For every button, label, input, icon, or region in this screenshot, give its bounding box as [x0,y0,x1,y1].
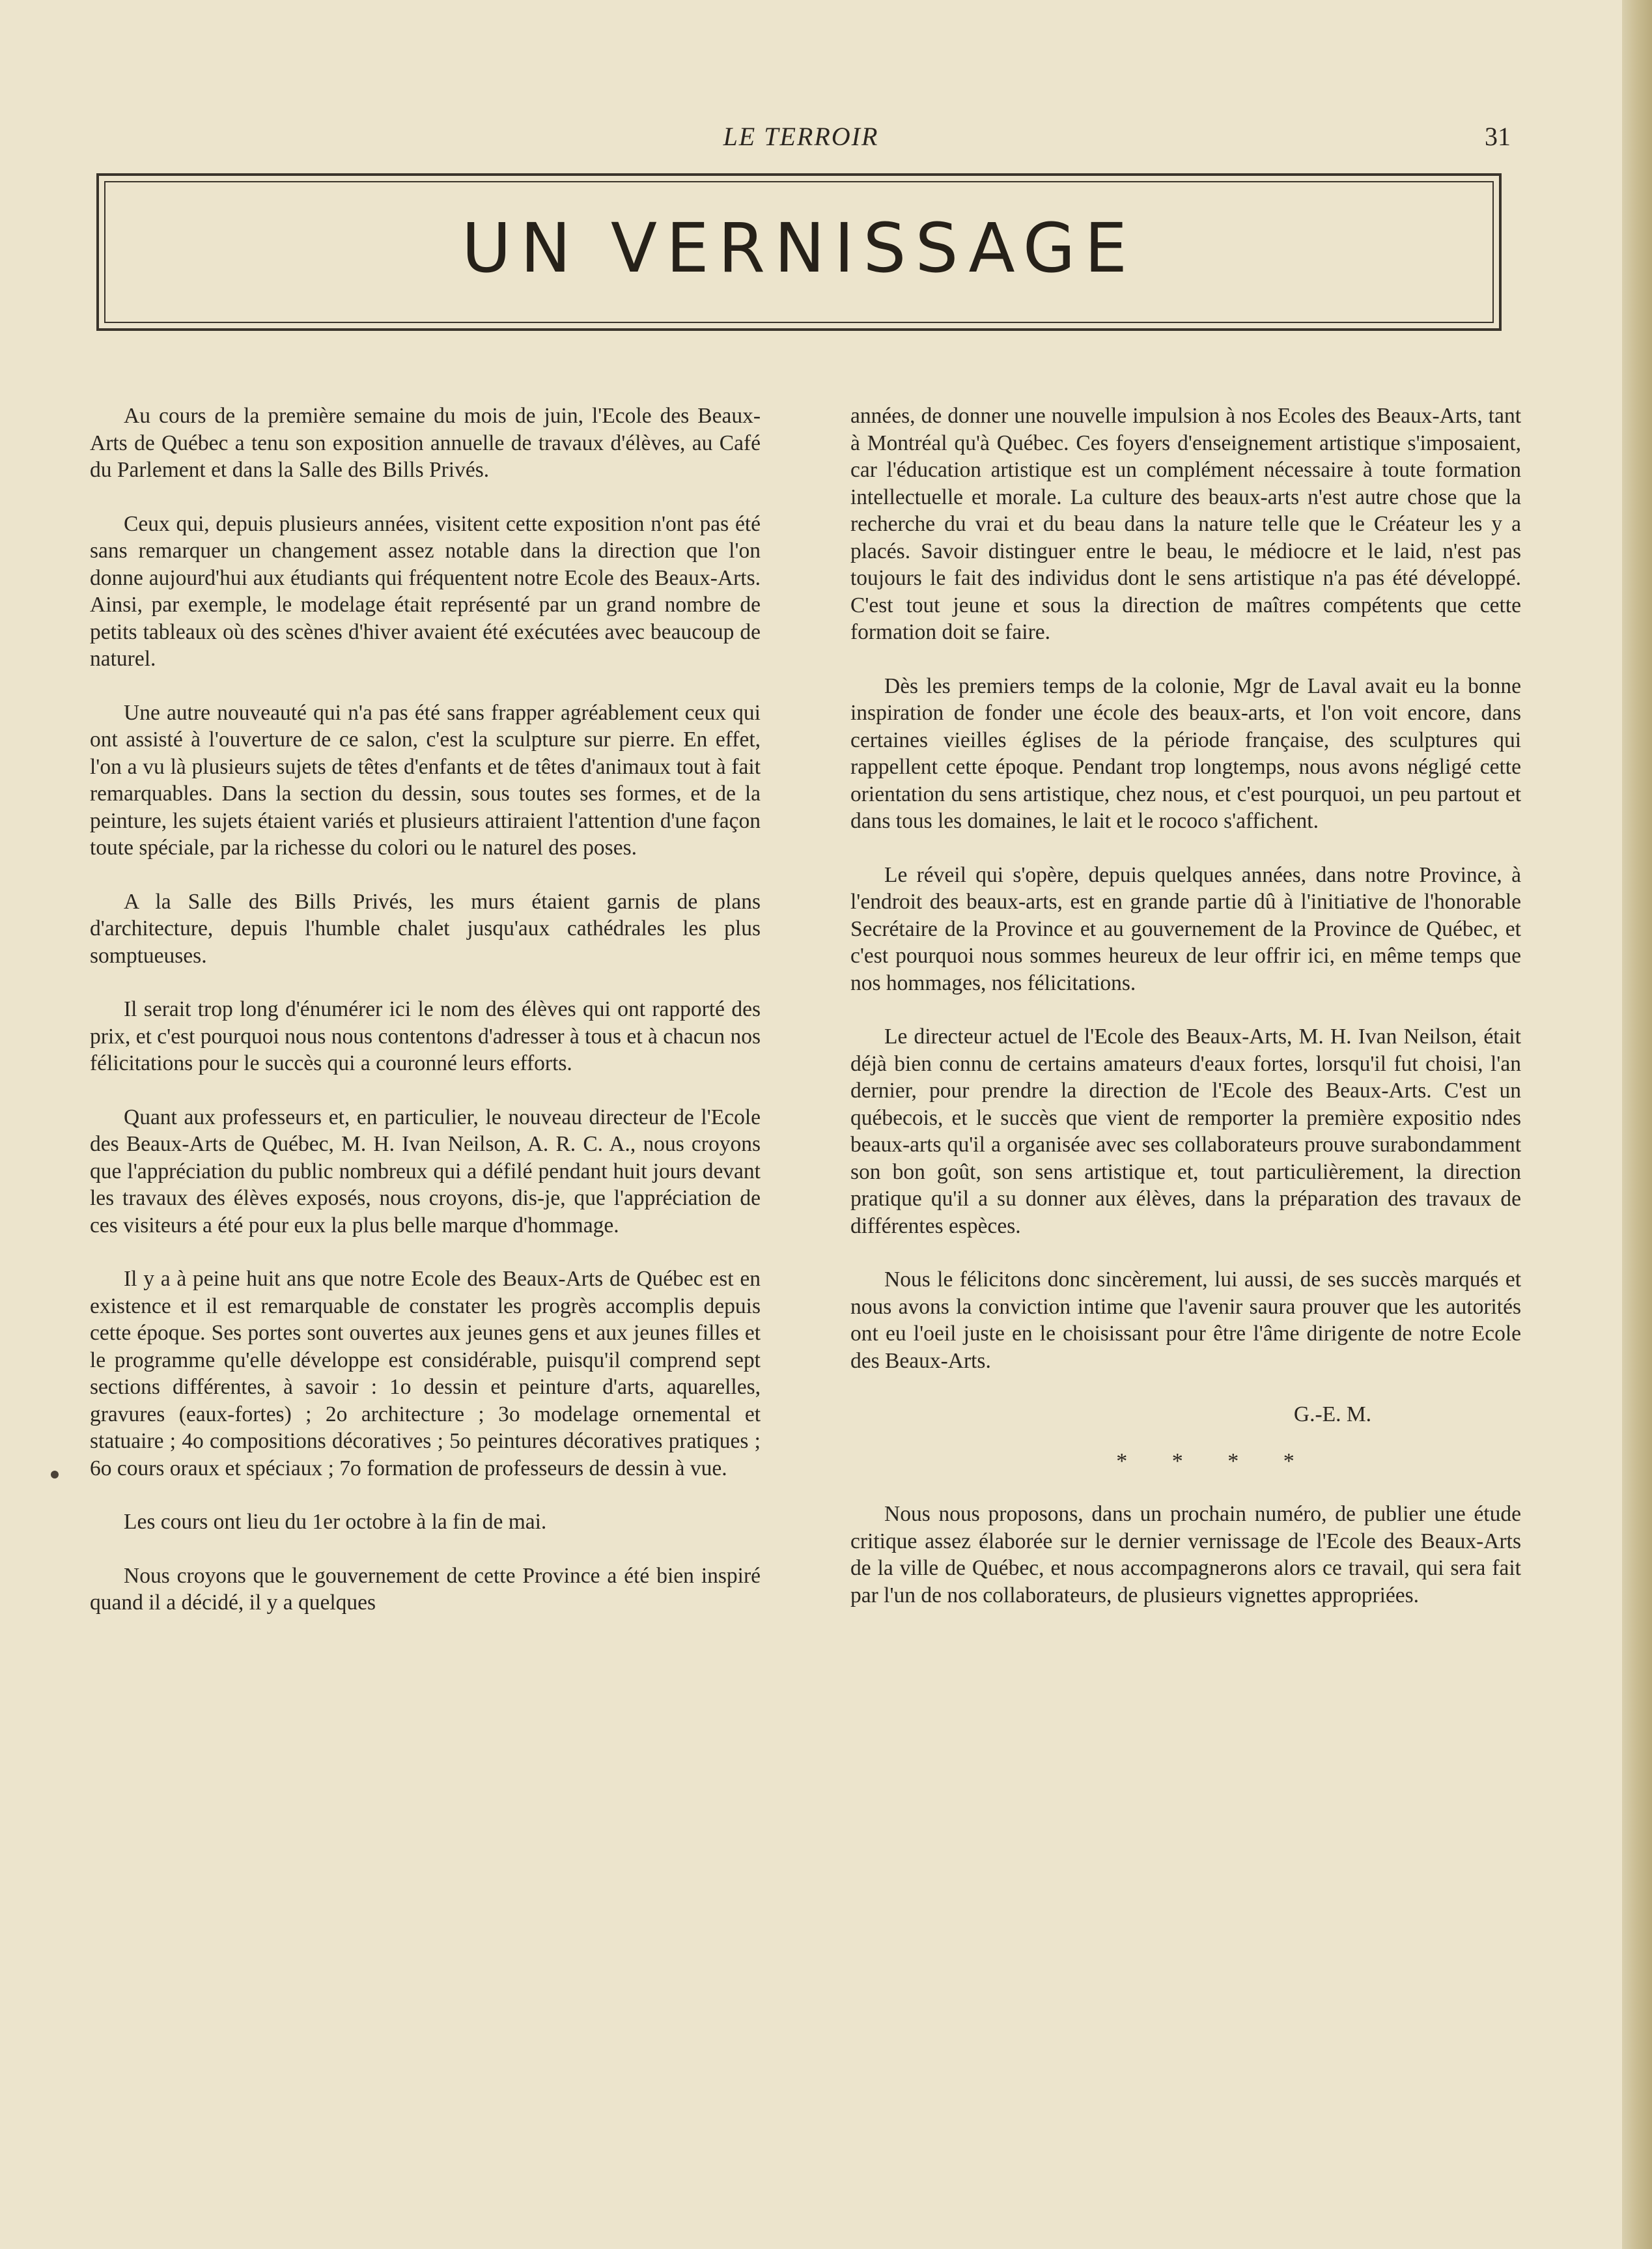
right-column [850,403,1521,1635]
paragraph: Au cours de la première semaine du mois de juin, l'Ecole des Beaux-Arts de Québec a tenu son exposition annuelle de travaux d'élèves, au Café du Parlement et dans la Salle des Bills Privés. [90,404,761,482]
page-number: 31 [1485,122,1511,151]
page-edge [1622,0,1652,2249]
paragraph: Nous croyons que le gouvernement de cette Province a été bien inspiré quand il a décidé, il y a quelques [90,1563,761,1615]
paragraph: Il serait trop long d'énumérer ici le nom des élèves qui ont rapporté des prix, et c'est pourquoi nous nous contentons d'adresser à tous et à chacun nos félicitations pour le succès qui a couronné leurs efforts. [90,997,761,1075]
paragraph: Ceux qui, depuis plusieurs années, visitent cette exposition n'ont pas été sans remarquer un changement assez notable dans la direction que l'on donne aujourd'hui aux étudiants qui fréquentent notre Ecole des Beaux-Arts. Ainsi, par exemple, le modelage était représenté par un grand nombre de petits tableaux où des scènes d'hiver avaient été exécutées avec beaucoup de naturel. [90,511,761,671]
paragraph: Le directeur actuel de l'Ecole des Beaux-Arts, M. H. Ivan Neilson, était déjà bien connu de certains amateurs d'eaux fortes, lorsqu'il fut choisi, l'an dernier, pour prendre la direction de l'Ecole des Beaux-Arts. C'est un québecois, et le succès que vient de remporter la première expositio ndes beaux-arts qu'il a organisée avec ses collaborateurs prouve surabondamment son bon goût, son sens artistique et, tout particulièrement, la direction pratique qu'il a su donner aux élèves, dans la préparation des travaux de différentes espèces. [850,1025,1521,1238]
ornament-asterisks: * * * * [1116,1449,1314,1473]
paragraph: années, de donner une nouvelle impulsion à nos Ecoles des Beaux-Arts, tant à Montréal qu'à Québec. Ces foyers d'enseignement artistique s'imposaient, car l'éducation artistique est un complément nécessaire à toute formation intellectuelle et morale. La culture des beaux-arts n'est autre chose que la recherche du vrai et du beau dans la nature telle que le Créateur les y a placés. Savoir distinguer entre le beau, le médiocre et le laid, n'est pas toujours le fait des individus dont le sens artistique n'a pas été développé. C'est tout jeune et sous la direction de maîtres compétents que cette formation doit se faire. [850,404,1521,644]
paragraph: Quant aux professeurs et, en particulier, le nouveau directeur de l'Ecole des Beaux-Arts de Québec, M. H. Ivan Neilson, A. R. C. A., nous croyons que l'appréciation du public nombreux qui a défilé pendant huit jours devant les travaux des élèves exposés, nous croyons, dis-je, que l'appréciation de ces visiteurs a été pour eux la plus belle marque d'hommage. [90,1105,761,1238]
title-frame [96,173,1502,331]
paragraph: Il y a à peine huit ans que notre Ecole des Beaux-Arts de Québec est en existence et il est remarquable de constater les progrès accomplis depuis cette époque. Ses portes sont ouvertes aux jeunes gens et aux jeunes filles et le programme qu'elle développe est considérable, puisqu'il comprend sept sections différentes, à savoir : 1o dessin et peinture d'arts, aquarelles, gravures (eaux-fortes) ; 2o architecture ; 3o modelage ornemental et statuaire ; 4o compositions décoratives ; 5o peintures décoratives pratiques ; 6o cours oraux et spéciaux ; 7o formation de professeurs de dessin à vue. [90,1267,761,1480]
paragraph: A la Salle des Bills Privés, les murs étaient garnis de plans d'architecture, depuis l'humble chalet jusqu'aux cathédrales les plus somptueuses. [90,889,761,968]
signature: G.-E. M. [1293,1402,1371,1426]
ink-blot [51,1471,59,1478]
article-title: UN VERNISSAGE [461,208,1137,288]
journal-name: LE TERROIR [723,122,879,151]
paragraph: Le réveil qui s'opère, depuis quelques années, dans notre Province, à l'endroit des beaux-arts, est en grande partie dû à l'initiative de l'honorable Secrétaire de la Province et au gouvernement de la Province de Québec, et c'est pourquoi nous sommes heureux de leur offrir ici, en même temps que nos hommages, nos félicitations. [850,862,1521,995]
paragraph: Dès les premiers temps de la colonie, Mgr de Laval avait eu la bonne inspiration de fonder une école des beaux-arts, et l'on voit encore, dans certaines vieilles églises de la période française, des sculptures qui rappellent cette époque. Pendant trop longtemps, nous avons négligé cette orientation du sens artistique, chez nous, et c'est pourquoi, un peu partout et dans tous les domaines, le lait et le rococo s'affichent. [850,673,1521,833]
paragraph: Les cours ont lieu du 1er octobre à la fin de mai. [124,1510,547,1534]
paragraph: Une autre nouveauté qui n'a pas été sans frapper agréablement ceux qui ont assisté à l'ouverture de ce salon, c'est la sculpture sur pierre. En effet, l'on a vu là plusieurs sujets de têtes d'enfants et de têtes d'animaux tout à fait remarquables. Dans la section du dessin, sous toutes ses formes, et de la peinture, les sujets étaient variés et plusieurs attiraient l'attention d'une façon toute spéciale, par la richesse du colori ou le naturel des poses. [90,700,761,860]
paragraph: Nous le félicitons donc sincèrement, lui aussi, de ses succès marqués et nous avons la conviction intime que l'avenir saura prouver que les autorités ont eu l'oeil juste en le choisissant pour être l'âme dirigente de notre Ecole des Beaux-Arts. [850,1267,1521,1373]
running-head [0,121,1652,160]
closing-note: Nous nous proposons, dans un prochain numéro, de publier une étude critique assez élaborée sur le dernier vernissage de l'Ecole des Beaux-Arts de la ville de Québec, et nous accompagnerons alors ce travail, qui sera fait par l'un de nos collaborateurs, de plusieurs vignettes appropriées. [850,1502,1521,1607]
left-column [90,403,761,1643]
